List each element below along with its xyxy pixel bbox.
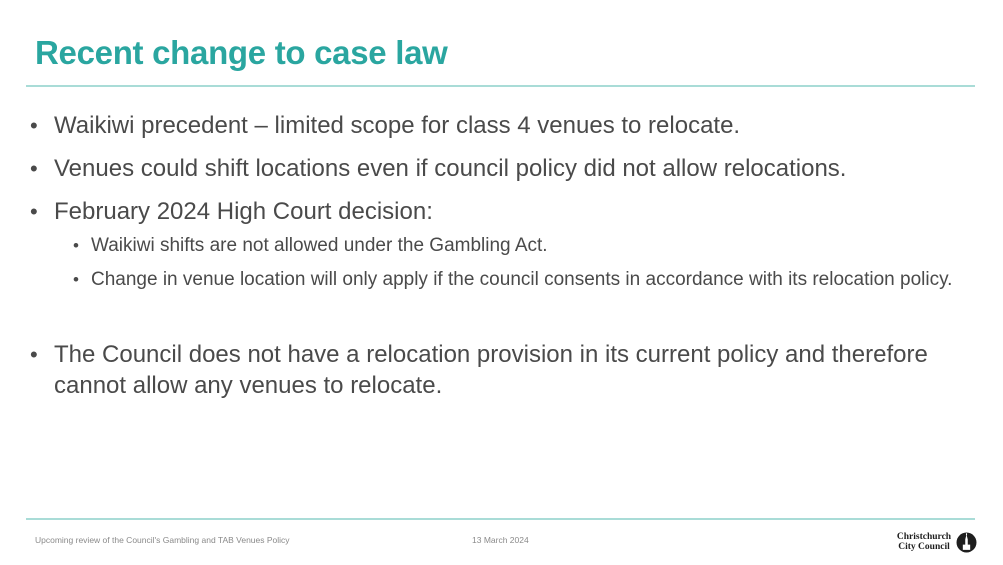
- sub-bullet-text: Change in venue location will only apply if the council consents in accordance with its relocation policy.: [91, 269, 953, 290]
- bullet-item: [30, 110, 970, 141]
- bullet-icon: •: [73, 270, 79, 289]
- christchurch-city-council-logo: [893, 530, 977, 556]
- bullet-icon: •: [30, 113, 38, 138]
- bullet-icon: •: [73, 236, 79, 255]
- bullet-item: [30, 196, 970, 227]
- spacer: [30, 301, 970, 339]
- sub-bullet-item: [30, 267, 970, 293]
- bullet-text: February 2024 High Court decision:: [54, 198, 433, 225]
- sub-bullet-item: [30, 233, 970, 259]
- logo-line-1: Christchurch: [896, 532, 952, 542]
- bullet-icon: •: [30, 199, 38, 224]
- slide-title: Recent change to case law: [35, 34, 448, 71]
- footer-divider: [26, 518, 975, 520]
- bullet-text: Venues could shift locations even if council policy did not allow relocations.: [54, 155, 847, 182]
- sub-bullet-text: Waikiwi shifts are not allowed under the Gambling Act.: [91, 235, 548, 256]
- christchurch-cathedral-logo-icon: [956, 532, 977, 553]
- bullet-text: The Council does not have a relocation provision in its current policy and therefore cannot allow any venues to relocate.: [54, 341, 928, 399]
- bullet-icon: •: [30, 342, 38, 367]
- bullet-text: Waikiwi precedent – limited scope for class 4 venues to relocate.: [54, 112, 741, 139]
- bullet-item: [30, 339, 970, 401]
- footer-presentation-title: Upcoming review of the Council's Gambling and TAB Venues Policy: [35, 535, 290, 545]
- logo-wordmark: [893, 532, 955, 552]
- title-divider: [26, 85, 975, 87]
- bullet-icon: •: [30, 156, 38, 181]
- bullet-item: [30, 153, 970, 184]
- slide-body: [30, 110, 970, 413]
- logo-line-2: City Council: [898, 542, 950, 552]
- footer-date: 13 March 2024: [472, 535, 529, 545]
